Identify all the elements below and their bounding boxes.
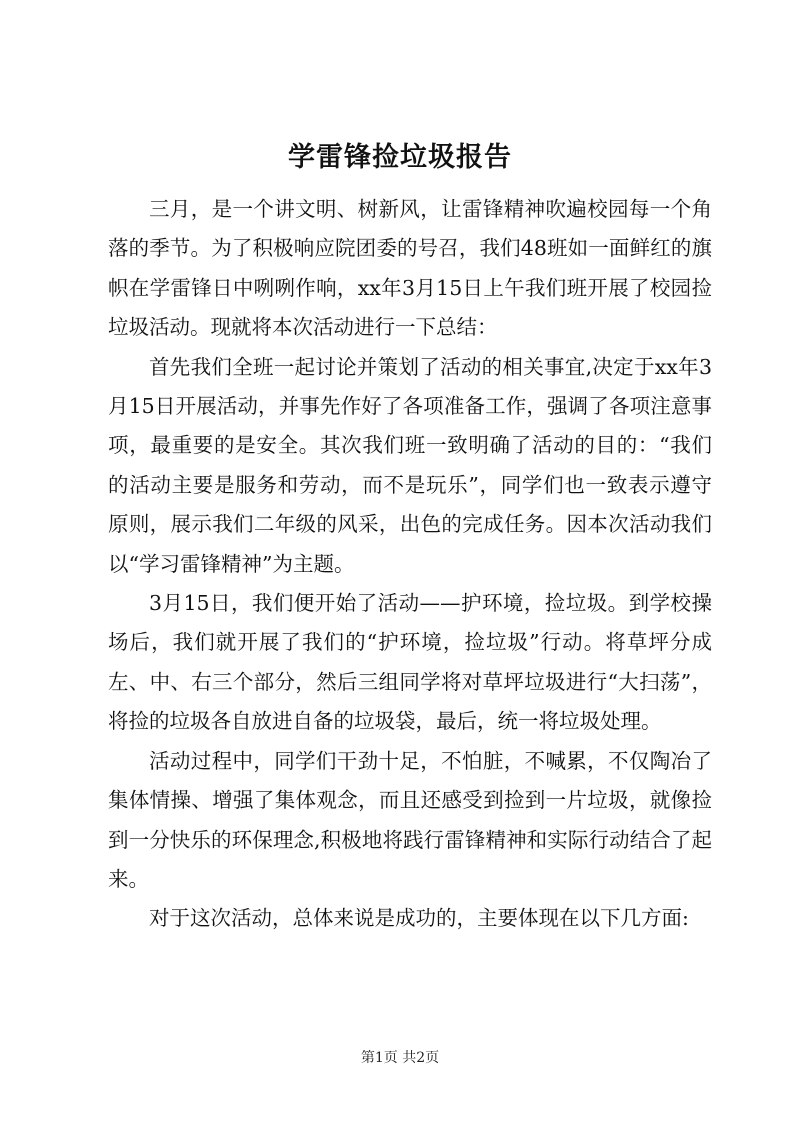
document-title: 学雷锋捡垃圾报告 bbox=[288, 142, 512, 173]
paragraph-4: 活动过程中，同学们干劲十足，不怕脏，不喊累，不仅陶冶了集体情操、增强了集体观念，而且还感受到捡到一片垃圾，就像捡到一分快乐的环保理念,积极地将践行雷锋精神和实际行动结合了起来。 bbox=[108, 748, 712, 891]
document-body bbox=[108, 190, 712, 939]
page-number-footer: 第1页 共2页 bbox=[360, 1050, 440, 1066]
paragraph-3: 3月15日，我们便开始了活动——护环境，捡垃圾。到学校操场后，我们就开展了我们的“护环境，捡垃圾”行动。将草坪分成左、中、右三个部分，然后三组同学将对草坪垃圾进行“大扫荡”，将捡的垃圾各自放进自备的垃圾袋，最后，统一将垃圾处理。 bbox=[108, 591, 712, 734]
paragraph-1: 三月，是一个讲文明、树新风，让雷锋精神吹遍校园每一个角落的季节。为了积极响应院团委的号召，我们48班如一面鲜红的旗帜在学雷锋日中咧咧作响，xx年3月15日上午我们班开展了校园捡垃圾活动。现就将本次活动进行一下总结： bbox=[108, 197, 712, 340]
paragraph-2: 首先我们全班一起讨论并策划了活动的相关事宜,决定于xx年3月15日开展活动，并事先作好了各项准备工作，强调了各项注意事项，最重要的是安全。其次我们班一致明确了活动的目的：“我们的活动主要是服务和劳动，而不是玩乐”，同学们也一致表示遵守原则，展示我们二年级的风采，出色的完成任务。因本次活动我们以“学习雷锋精神”为主题。 bbox=[108, 354, 712, 576]
paragraph-5: 对于这次活动，总体来说是成功的，主要体现在以下几方面: bbox=[149, 906, 689, 931]
